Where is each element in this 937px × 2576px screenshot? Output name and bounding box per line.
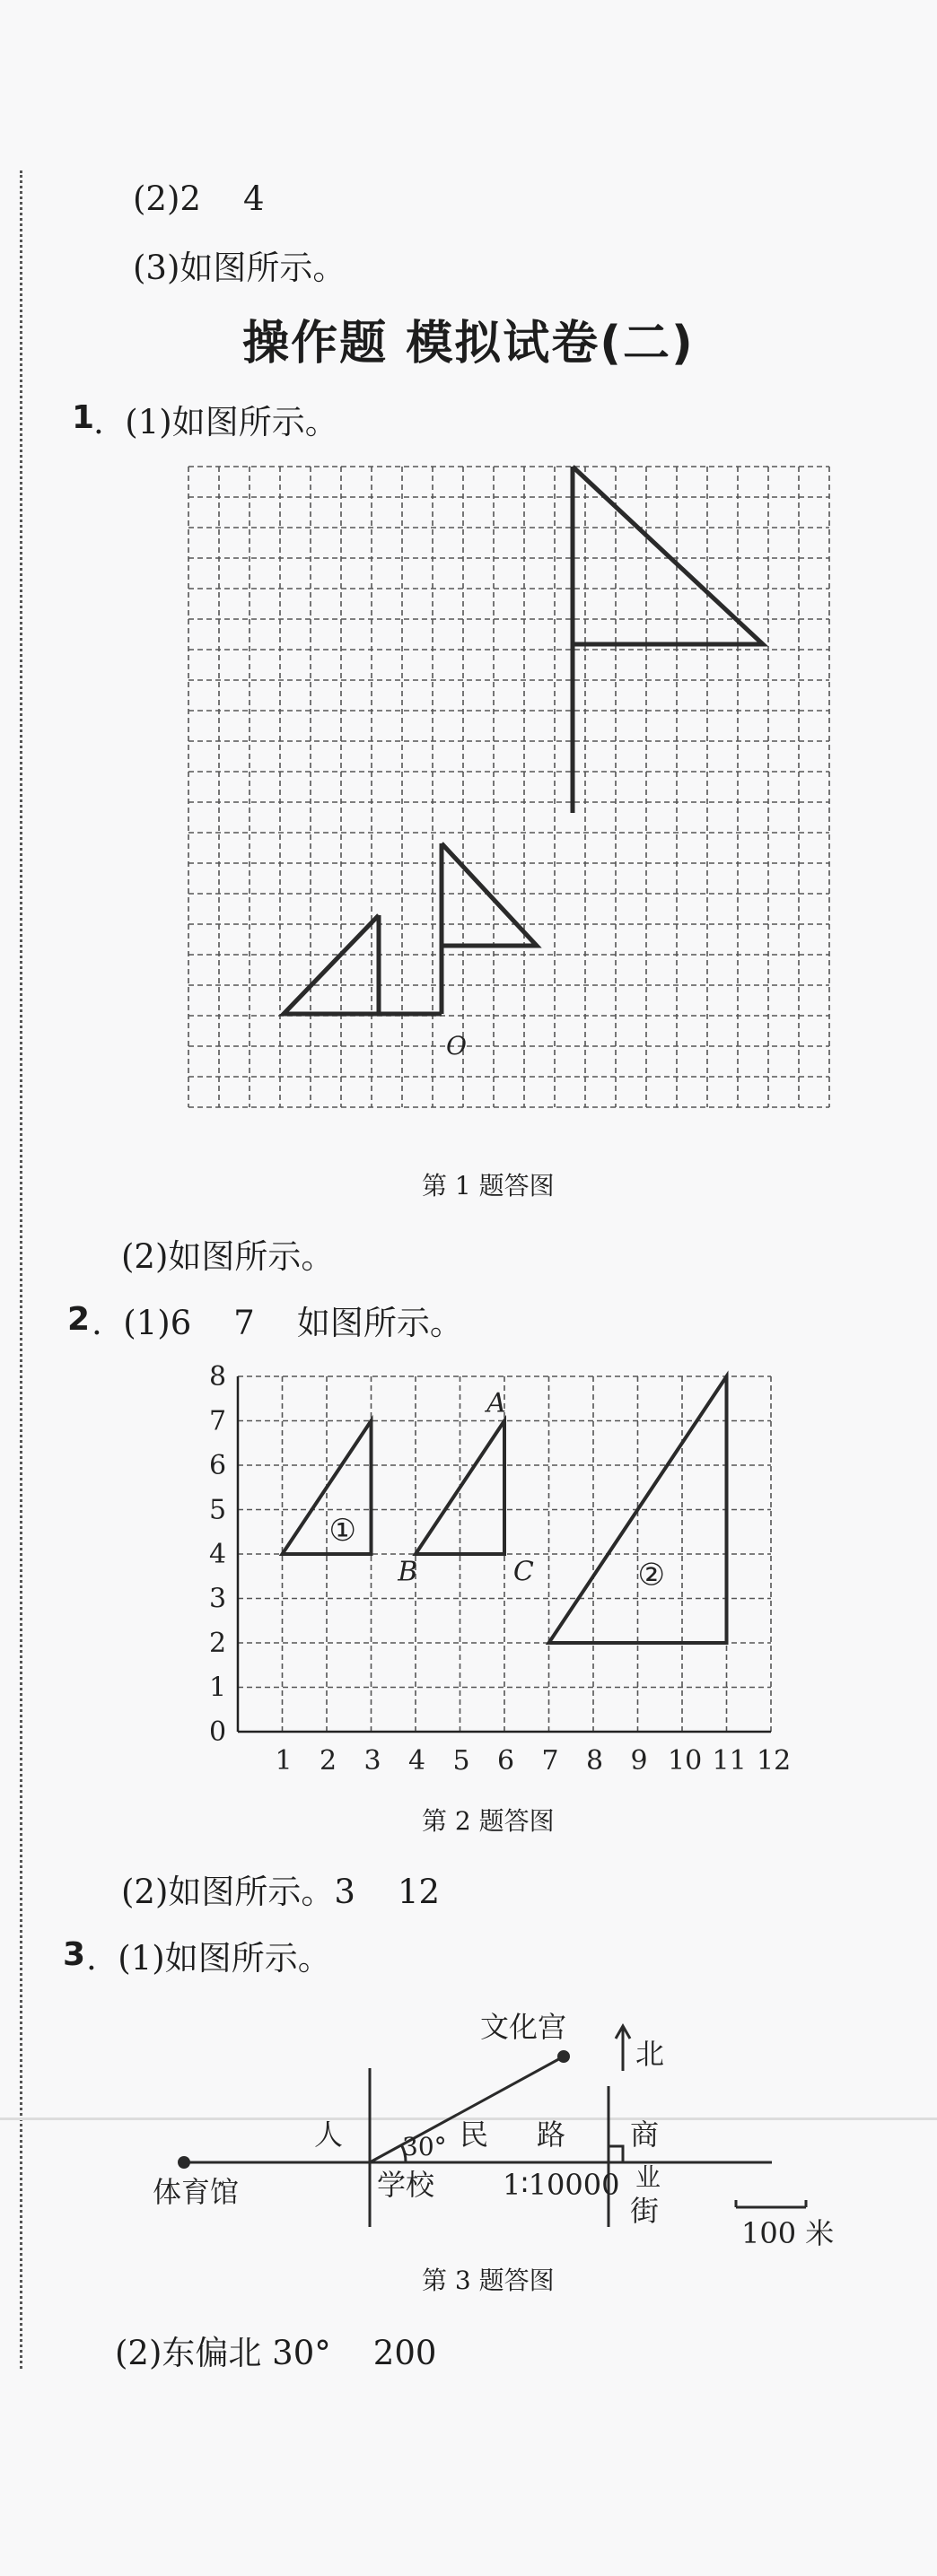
north-label: 北 (635, 2037, 665, 2071)
question-3-part-2: (2)东偏北 30° 200 (115, 2334, 437, 2372)
xuexiao-label: 学校 (377, 2168, 435, 2202)
scale-bar-label: 100 米 (741, 2216, 835, 2250)
x-tick-label: 3 (363, 1745, 381, 1777)
map-scale-label: 1∶10000 (503, 2168, 620, 2202)
triangle-2-label: ② (637, 1557, 665, 1594)
figure-3-map-diagram (0, 1992, 937, 2261)
figure-3-caption: 第 3 题答图 (422, 2266, 555, 2295)
x-tick-label: 12 (757, 1745, 792, 1777)
question-3-number: 3 (63, 1936, 86, 1973)
small-flag-triangle (442, 843, 537, 946)
answer-line-figure: (3)如图所示。 (133, 249, 346, 287)
vertex-b-label: B (398, 1556, 418, 1588)
vertex-c-label: C (512, 1556, 534, 1588)
point-o-label: O (446, 1031, 467, 1061)
section-title: 操作题 模拟试卷(二) (242, 317, 695, 371)
y-tick-label: 1 (209, 1672, 227, 1704)
x-tick-label: 11 (712, 1745, 747, 1777)
x-tick-label: 1 (275, 1745, 293, 1777)
x-tick-label: 2 (320, 1745, 337, 1777)
figure-2-coordinate-grid (197, 1361, 808, 1794)
triangle-1-label: ① (328, 1513, 356, 1550)
road-char-lu: 路 (537, 2118, 566, 2152)
answer-line-2-4: (2)2 4 (133, 179, 265, 218)
y-tick-label: 4 (209, 1539, 227, 1570)
right-angle-marker (609, 2146, 623, 2162)
road-char-ren: 人 (314, 2118, 344, 2152)
big-flag-triangle (573, 467, 763, 644)
rotated-flag-triangle (284, 915, 379, 1014)
question-1-number: 1 (72, 399, 95, 436)
angle-label: 30° (402, 2132, 447, 2161)
vertex-a-label: A (486, 1387, 506, 1419)
question-1-part-1: . (1)如图所示。 (93, 403, 338, 441)
wenhuagong-label: 文化宫 (480, 2010, 567, 2044)
y-tick-label: 8 (209, 1361, 227, 1393)
figure-1-grid-diagram (180, 458, 835, 1131)
x-tick-label: 6 (497, 1745, 515, 1777)
figure-2-caption: 第 2 题答图 (422, 1806, 555, 1836)
y-tick-label: 2 (209, 1628, 227, 1659)
y-tick-label: 0 (209, 1716, 227, 1748)
question-2-part-1: . (1)6 7 如图所示。 (92, 1304, 463, 1342)
figure-1-caption: 第 1 题答图 (422, 1171, 555, 1201)
x-tick-label: 5 (452, 1745, 470, 1777)
street-char-shang: 商 (630, 2118, 660, 2152)
question-2-part-2: (2)如图所示。3 12 (121, 1873, 441, 1911)
x-tick-label: 4 (408, 1745, 426, 1777)
tiyuguan-label: 体育馆 (153, 2175, 240, 2209)
wenhuagong-point (557, 2050, 570, 2063)
street-char-ye: 业 (635, 2162, 661, 2192)
question-3-part-1: . (1)如图所示。 (86, 1939, 331, 1978)
tiyuguan-point (178, 2156, 190, 2169)
y-tick-label: 6 (209, 1450, 227, 1481)
x-tick-label: 8 (586, 1745, 604, 1777)
question-1-part-2: (2)如图所示。 (121, 1237, 335, 1276)
x-tick-label: 9 (630, 1745, 648, 1777)
y-tick-label: 3 (209, 1583, 227, 1615)
y-tick-label: 7 (209, 1405, 227, 1437)
road-char-min: 民 (460, 2118, 489, 2152)
street-char-jie: 街 (630, 2194, 660, 2228)
question-2-number: 2 (67, 1301, 91, 1338)
x-tick-label: 7 (541, 1745, 559, 1777)
x-tick-label: 10 (668, 1745, 703, 1777)
y-tick-label: 5 (209, 1494, 227, 1526)
